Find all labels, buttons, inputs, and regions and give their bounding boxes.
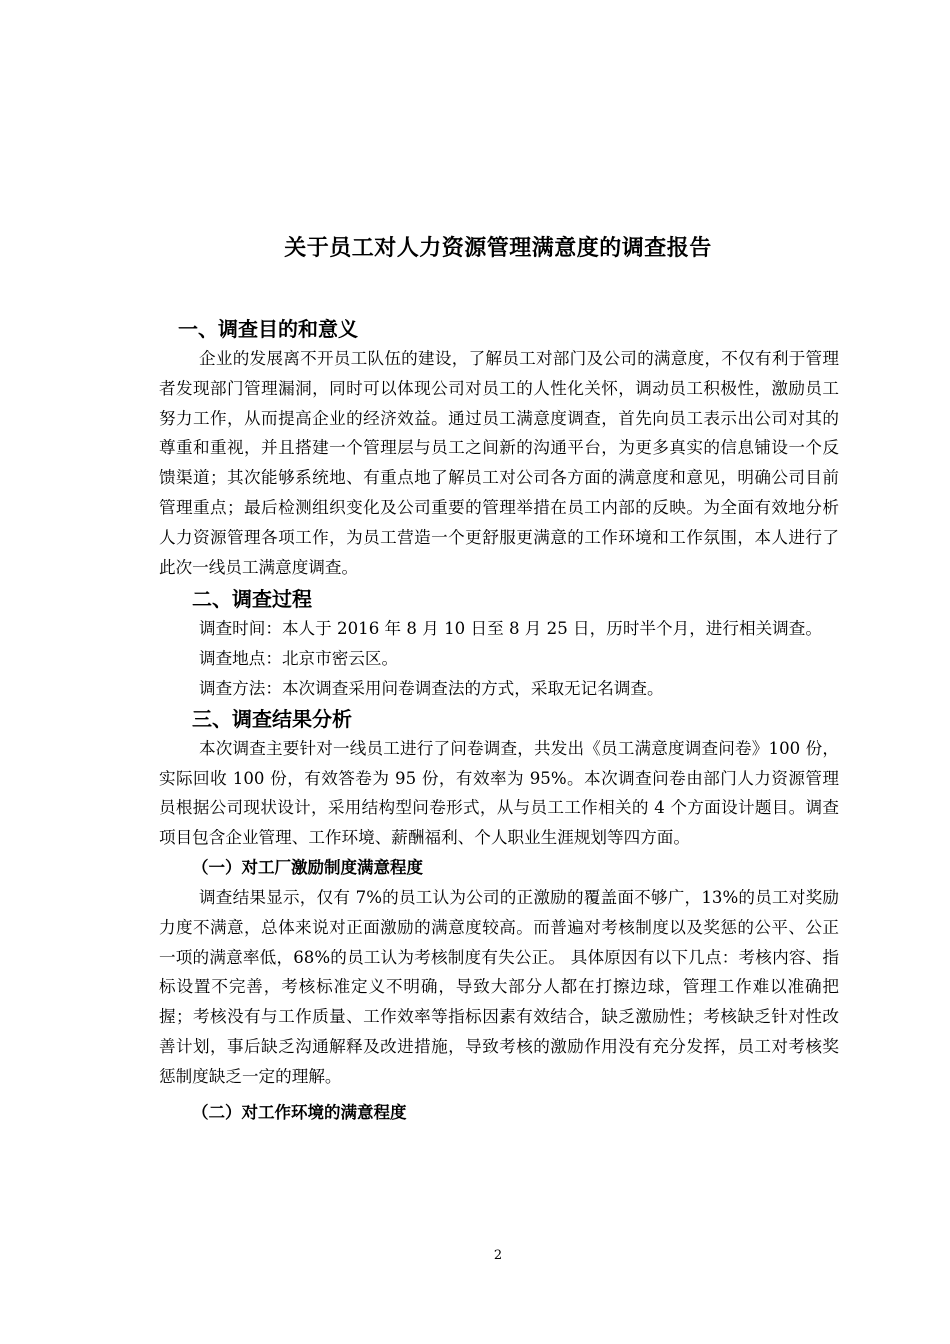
section-3-paragraph: 本次调查主要针对一线员工进行了问卷调查，共发出《员工满意度调查问卷》100 份，实际回收 100 份，有效答卷为 95 份，有效率为 95%。本次调查问卷由部门人力资源管理员根据公司现状设计，采用结构型问卷形式，从与员工工作相关的 4 个方面设计题目。调查项目包含企业管理、工作环境、薪酬福利、个人职业生涯规划等四方面。 xyxy=(159,738,839,848)
page-number: 2 xyxy=(493,1248,503,1263)
survey-method-line: 调查方法：本次调查采用问卷调查法的方式，采取无记名调查。 xyxy=(199,678,664,698)
survey-time-line: 调查时间：本人于 2016 年 8 月 10 日至 8 月 25 日，历时半个月，进行相关调查。 xyxy=(199,619,822,639)
section-1-heading: 一、调查目的和意义 xyxy=(178,317,358,341)
subsection-1-paragraph: 调查结果显示，仅有 7%的员工认为公司的正激励的覆盖面不够广，13%的员工对奖励力度不满意，总体来说对正面激励的满意度较高。而普遍对考核制度以及奖惩的公平、公正一项的满意率低，68%的员工认为考核制度有失公正。 具体原因有以下几点：考核内容、指标设置不完善，考核标准定义不明确，导致大部分人都在打擦边球，管理工作难以准确把握；考核没有与工作质量、工作效率等指标因素有效结合，缺乏激励性；考核缺乏针对性改善计划，事后缺乏沟通解释及改进措施，导致考核的激励作用没有充分发挥，员工对考核奖惩制度缺乏一定的理解。 xyxy=(159,887,839,1086)
subsection-2-heading: （二）对工作环境的满意程度 xyxy=(192,1102,407,1122)
section-2-heading: 二、调查过程 xyxy=(192,587,312,612)
survey-place-line: 调查地点：北京市密云区。 xyxy=(199,649,399,669)
section-3-heading: 三、调查结果分析 xyxy=(192,706,352,731)
section-1-paragraph: 企业的发展离不开员工队伍的建设，了解员工对部门及公司的满意度，不仅有利于管理者发现部门管理漏洞，同时可以体现公司对员工的人性化关怀，调动员工积极性，激励员工努力工作，从而提高企业的经济效益。通过员工满意度调查，首先向员工表示出公司对其的尊重和重视，并且搭建一个管理层与员工之间新的沟通平台，为更多真实的信息铺设一个反馈渠道；其次能够系统地、有重点地了解员工对公司各方面的满意度和意见，明确公司目前管理重点；最后检测组织变化及公司重要的管理举措在员工内部的反映。为全面有效地分析人力资源管理各项工作，为员工营造一个更舒服更满意的工作环境和工作氛围，本人进行了此次一线员工满意度调查。 xyxy=(159,349,839,577)
subsection-1-heading: （一）对工厂激励制度满意程度 xyxy=(192,857,423,877)
document-title: 关于员工对人力资源管理满意度的调查报告 xyxy=(284,236,712,261)
document-body xyxy=(159,314,839,1128)
